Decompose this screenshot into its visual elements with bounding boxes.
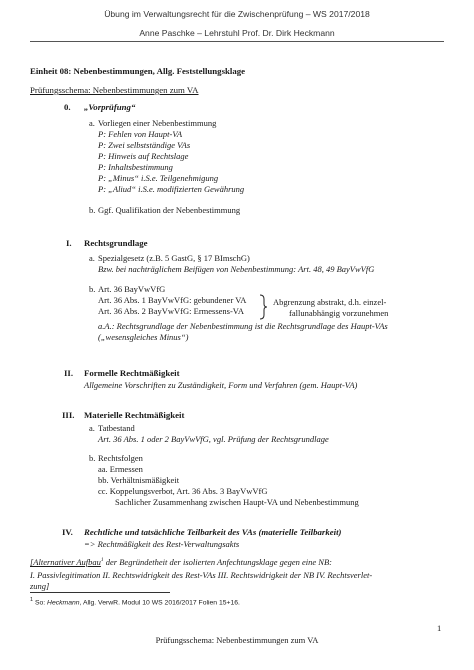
s1-b-line-1: Art. 36 BayVwVfG: [98, 284, 166, 294]
s0-a-item-6: P: „Aliud“ i.S.e. modifizierten Gewährung: [98, 184, 245, 194]
s2-heading: Formelle Rechtmäßigkeit: [84, 368, 180, 378]
s3-b-cc-note: Sachlicher Zusammenhang zwischen Haupt-VA und Nebenbestimmung: [115, 497, 359, 507]
alt-rest: der Begründetheit der isolierten Anfechtungsklage gegen eine NB:: [103, 557, 332, 567]
header-divider: [30, 41, 444, 42]
s3-number: III.: [62, 410, 75, 420]
footnote-divider: [30, 592, 170, 593]
s1-a-note: Bzw. bei nachträglichem Beifügen von Nebenbestimmung: Art. 48, 49 BayVwVfG: [98, 264, 375, 274]
s0-a-item-1: P: Fehlen von Haupt-VA: [98, 129, 183, 139]
s1-a-text: Spezialgesetz (z.B. 5 GastG, § 17 BImschG): [98, 253, 250, 263]
alt-line-3: zung]: [30, 581, 50, 591]
s0-a-text: Vorliegen einer Nebenbestimmung: [98, 118, 217, 128]
alt-line-2: I. Passivlegitimation II. Rechtswidrigkeit des Rest-VAs III. Rechtswidrigkeit der NB IV. Rechtsverlet-: [30, 570, 373, 580]
s0-a-label: a.: [89, 118, 95, 128]
s3-b-cc: cc. Koppelungsverbot, Art. 36 Abs. 3 BayVwVfG: [98, 486, 268, 496]
s0-b-text: Ggf. Qualifikation der Nebenbestimmung: [98, 205, 241, 215]
page-number: 1: [437, 623, 442, 633]
schema-heading: Prüfungsschema: Nebenbestimmungen zum VA: [30, 85, 199, 95]
s3-a-text: Tatbestand: [98, 423, 135, 433]
s1-brace-text-1: Abgrenzung abstrakt, d.h. einzel-: [273, 297, 387, 307]
alt-label: [Alternativer Aufbau: [30, 557, 101, 567]
s3-b-text: Rechtsfolgen: [98, 453, 143, 463]
s1-brace-text-2: fallunabhängig vorzunehmen: [289, 308, 389, 318]
footnote: [30, 597, 240, 606]
s3-a-label: a.: [89, 423, 95, 433]
footnote-author: Heckmann: [47, 599, 80, 607]
s0-b-label: b.: [89, 205, 96, 215]
s3-b-bb: bb. Verhältnismäßigkeit: [98, 475, 180, 485]
footnote-rest: , Allg. VerwR. Modul 10 WS 2016/2017 Folien 15+16.: [79, 599, 240, 607]
s4-number: IV.: [62, 527, 73, 537]
footer-text: Prüfungsschema: Nebenbestimmungen zum VA: [155, 635, 319, 645]
s1-b-line-3: Art. 36 Abs. 2 BayVwVfG: Ermessens-VA: [98, 306, 244, 316]
s3-a-note: Art. 36 Abs. 1 oder 2 BayVwVfG, vgl. Prüfung der Rechtsgrundlage: [98, 434, 329, 444]
alt-line-1: [30, 557, 332, 567]
s0-a-item-5: P: „Minus“ i.S.e. Teilgenehmigung: [98, 173, 219, 183]
s0-a-item-2: P: Zwei selbstständige VAs: [98, 140, 191, 150]
s2-text: Allgemeine Vorschriften zu Zuständigkeit, Form und Verfahren (gem. Haupt-VA): [84, 380, 358, 390]
s2-number: II.: [64, 368, 74, 378]
curly-brace-icon: [259, 294, 267, 320]
alt-footnote-mark[interactable]: 1: [100, 557, 104, 564]
footnote-mark: 1: [30, 597, 34, 603]
s1-b-line-2: Art. 36 Abs. 1 BayVwVfG: gebundener VA: [98, 295, 247, 305]
header-line-2: Anne Paschke – Lehrstuhl Prof. Dr. Dirk Heckmann: [139, 28, 335, 38]
s3-heading: Materielle Rechtmäßigkeit: [84, 410, 185, 420]
unit-title: Einheit 08: Nebenbestimmungen, Allg. Feststellungsklage: [30, 66, 246, 76]
s1-b-label: b.: [89, 284, 96, 294]
header-line-1: Übung im Verwaltungsrecht für die Zwischenprüfung – WS 2017/2018: [104, 9, 370, 19]
s1-note-1: a.A.: Rechtsgrundlage der Nebenbestimmung ist die Rechtsgrundlage des Haupt-VAs: [98, 321, 388, 331]
s1-heading: Rechtsgrundlage: [84, 238, 148, 248]
s4-heading: Rechtliche und tatsächliche Teilbarkeit des VAs (materielle Teilbarkeit): [84, 527, 342, 537]
s3-b-label: b.: [89, 453, 96, 463]
s0-a-item-4: P: Inhaltsbestimmung: [98, 162, 173, 172]
s3-b-aa: aa. Ermessen: [98, 464, 143, 474]
footnote-prefix: So:: [33, 599, 48, 607]
s0-a-item-3: P: Hinweis auf Rechtslage: [98, 151, 189, 161]
s0-number: 0.: [64, 102, 71, 112]
s1-note-2: („wesensgleiches Minus“): [98, 332, 189, 342]
s4-text: => Rechtmäßigkeit des Rest-Verwaltungsakts: [84, 539, 240, 549]
s0-heading: „Vorprüfung“: [84, 102, 136, 112]
s1-number: I.: [66, 238, 72, 248]
s1-a-label: a.: [89, 253, 95, 263]
